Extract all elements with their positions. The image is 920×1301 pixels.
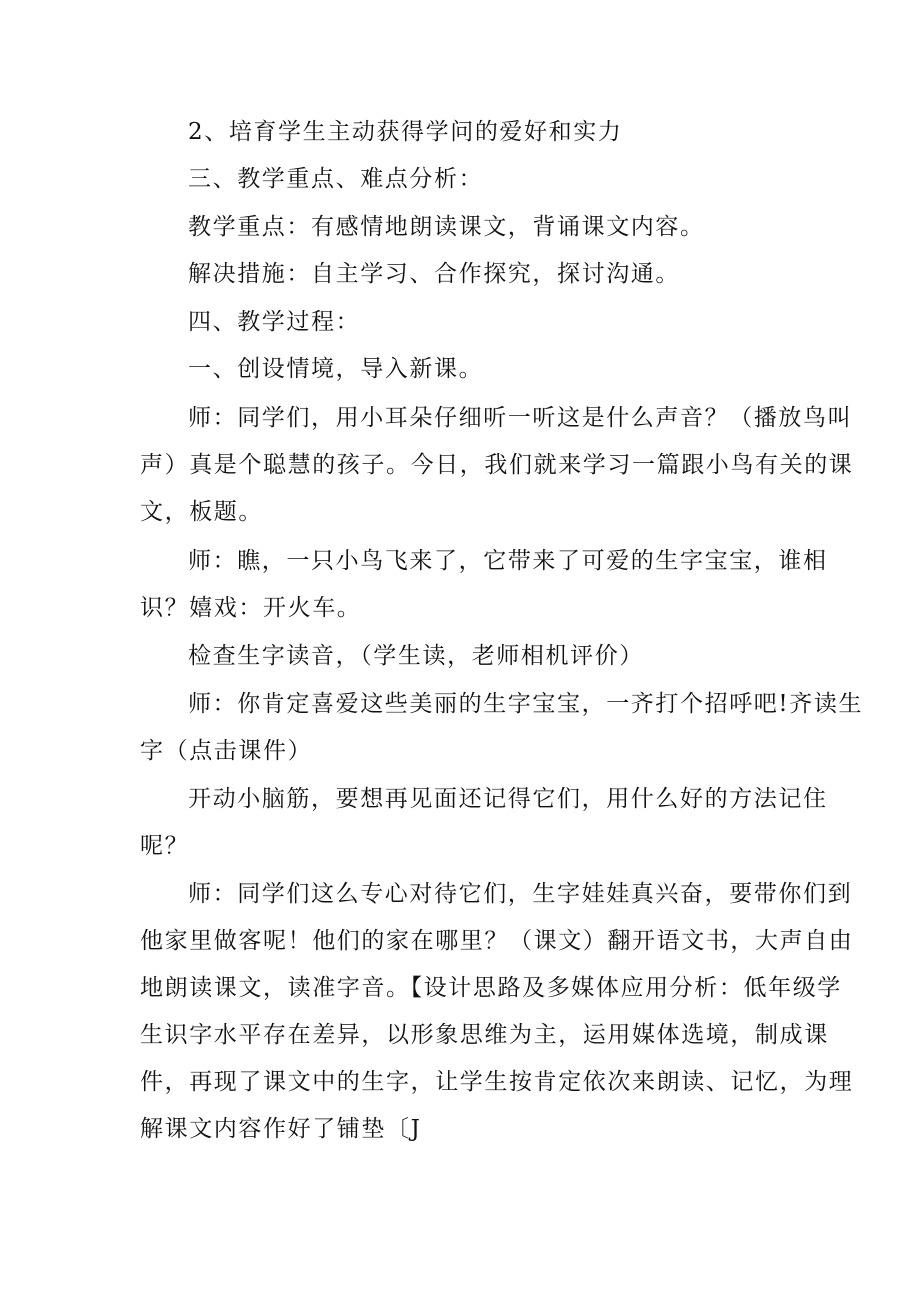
text-line: 解课文内容作好了铺垫〔J	[140, 1116, 422, 1142]
text-line: 三、教学重点、难点分析：	[188, 166, 484, 192]
text-line: 地朗读课文，读准字音。【设计思路及多媒体应用分析：低年级学	[140, 975, 842, 1001]
heading-key-points	[140, 156, 790, 203]
paragraph-read-aloud	[140, 871, 854, 1153]
text-line: 字（点击课件）	[140, 738, 313, 764]
paragraph-greeting	[140, 681, 864, 775]
paragraph-bird-sound	[140, 395, 854, 536]
paragraph-check-pronunciation	[140, 633, 790, 680]
paragraph-key-points	[140, 204, 790, 251]
text-line: 教学重点：有感情地朗读课文，背诵课文内容。	[188, 214, 705, 240]
text-line: 开动小脑筋，要想再见面还记得它们，用什么好的方法记住	[188, 786, 828, 812]
text-line: 生识字水平存在差异，以形象思维为主，运用媒体选境，制成课	[140, 1022, 829, 1048]
text-line: 他家里做客呢！他们的家在哪里？（课文）翻开语文书，大声自由	[140, 928, 854, 954]
text-line: 四、教学过程：	[188, 309, 361, 335]
text-line: 声）真是个聪慧的孩子。今日，我们就来学习一篇跟小鸟有关的课	[140, 452, 854, 478]
paragraph-memory	[140, 776, 828, 870]
text-line: 识？嬉戏：开火车。	[140, 595, 362, 621]
text-line: 一、创设情境，导入新课。	[188, 356, 484, 382]
heading-teaching-process	[140, 299, 790, 346]
text-line: 师：同学们，用小耳朵仔细听一听这是什么声音？（播放鸟叫	[188, 405, 853, 431]
paragraph-objective-2	[140, 109, 790, 156]
text-line: 师：瞧，一只小鸟飞来了，它带来了可爱的生字宝宝，谁相	[188, 548, 828, 574]
text-line: 呢？	[140, 833, 190, 859]
text-line: 文，板题。	[140, 499, 263, 525]
text-line: 解决措施：自主学习、合作探究，探讨沟通。	[188, 261, 680, 287]
paragraph-solutions	[140, 251, 790, 298]
text-line: 师：同学们这么专心对待它们，生字娃娃真兴奋，要带你们到	[188, 881, 853, 907]
text-line: 2、培育学生主动获得学问的爱好和实力	[188, 119, 623, 145]
heading-introduction	[140, 346, 790, 393]
text-line: 检查生字读音，（学生读，老师相机评价）	[188, 643, 644, 669]
text-line: 师：你肯定喜爱这些美丽的生字宝宝，一齐打个招呼吧!齐读生	[188, 691, 864, 717]
text-line: 件，再现了课文中的生字，让学生按肯定依次来朗读、记忆，为理	[140, 1069, 854, 1095]
paragraph-new-words	[140, 538, 828, 632]
